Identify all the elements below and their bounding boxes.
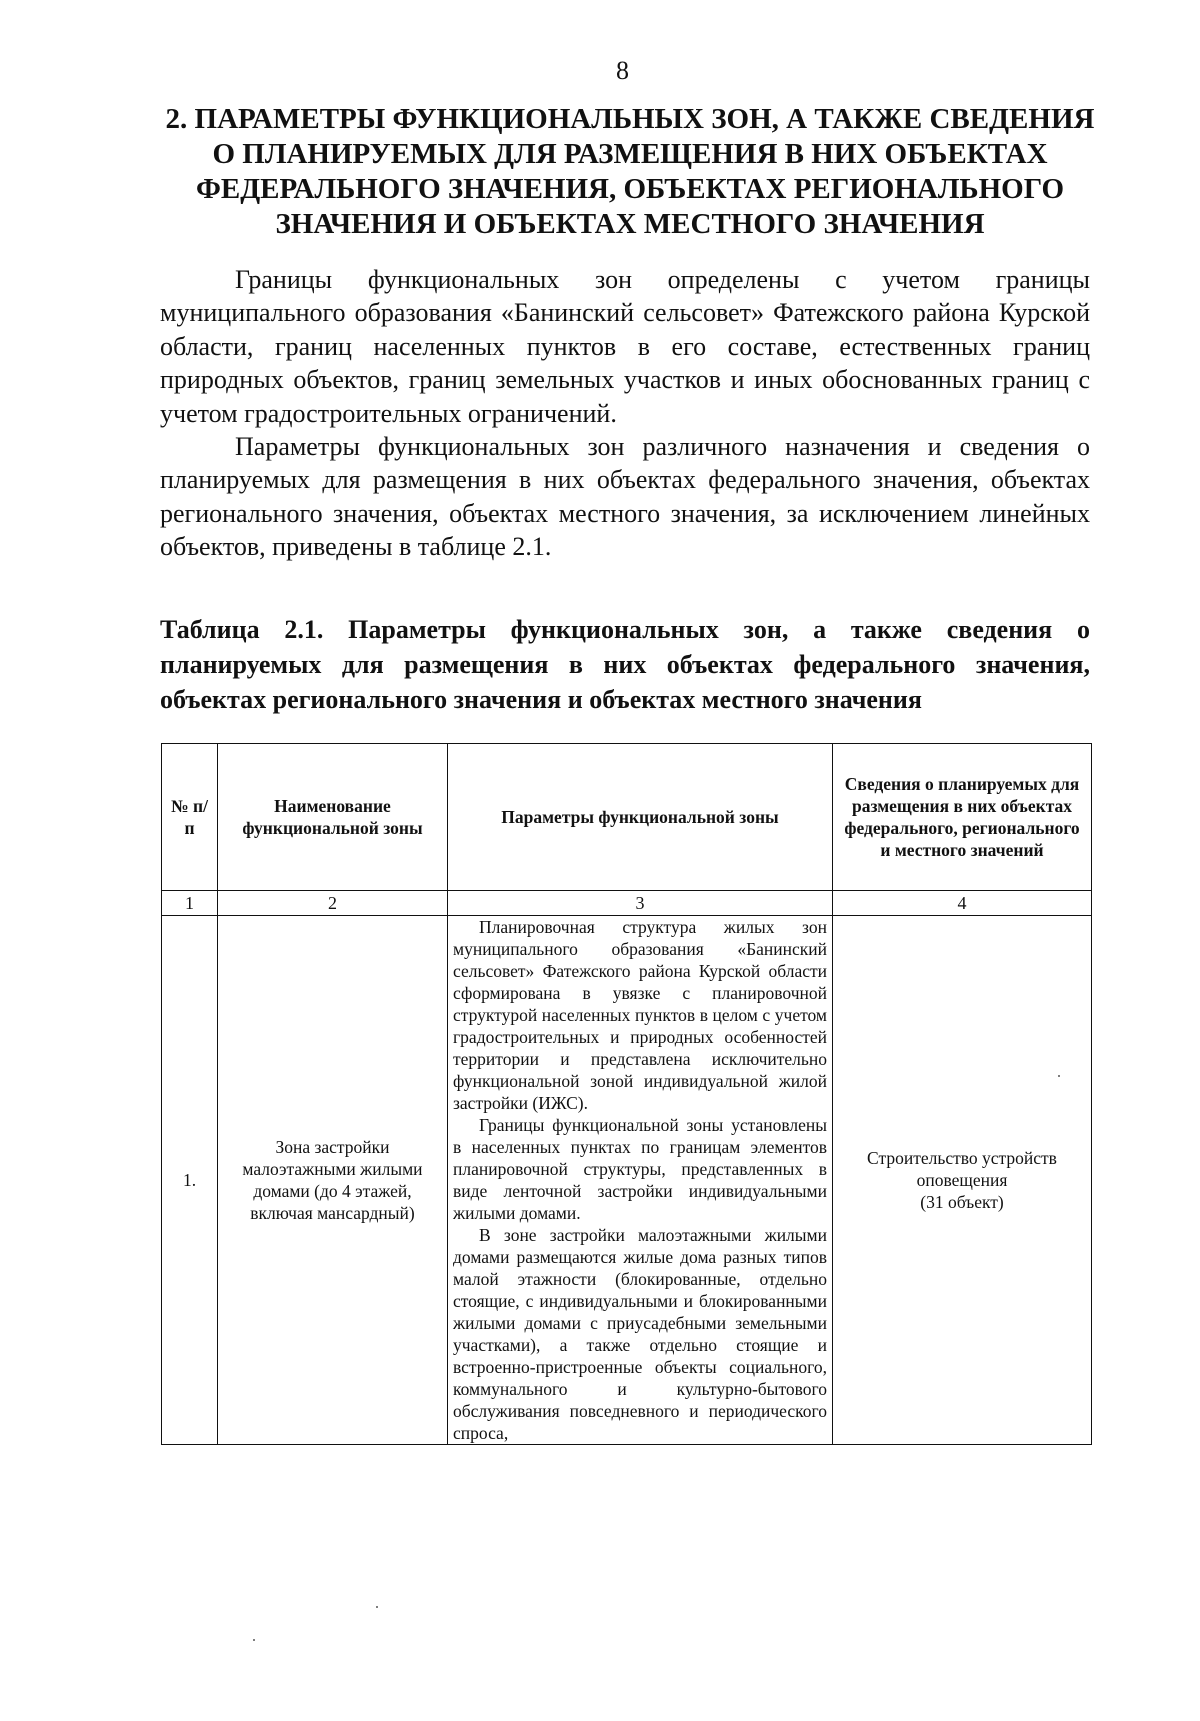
section-title-line: ЗНАЧЕНИЯ И ОБЪЕКТАХ МЕСТНОГО ЗНАЧЕНИЯ xyxy=(275,208,985,240)
table-caption-line: Таблица 2.1. Параметры функциональных зон, а также сведения о xyxy=(160,615,1090,644)
column-number-row xyxy=(162,891,1092,916)
planned-objects-line: Строительство устройств оповещения xyxy=(867,1148,1057,1190)
section-title-line: 2. ПАРАМЕТРЫ ФУНКЦИОНАЛЬНЫХ ЗОН, А ТАКЖЕ СВЕДЕНИЯ xyxy=(165,103,1095,135)
zone-params-paragraph: Границы функциональной зоны установлены в населенных пунктах по границам элементов планировочной структуры, представленных в виде ленточной застройки индивидуальными жилыми домами. xyxy=(453,1115,827,1223)
row-num: 1. xyxy=(162,916,218,1445)
column-number: 4 xyxy=(833,891,1092,916)
planned-objects-line: (31 объект) xyxy=(920,1192,1004,1212)
header-num: № п/п xyxy=(162,744,218,891)
column-number: 3 xyxy=(448,891,833,916)
zone-params-paragraph: Планировочная структура жилых зон муниципального образования «Банинский сельсовет» Фатежского района Курской области сформирована в увязке с планировочной структурой населенных пунктов в целом с учетом градостроительных и природных особенностей территории и представлена исключительно функциональной зоной индивидуальной жилой застройки (ИЖС). xyxy=(453,917,827,1113)
header-zone-params: Параметры функциональной зоны xyxy=(448,744,833,891)
column-number: 1 xyxy=(162,891,218,916)
table-header-row xyxy=(162,744,1092,891)
zone-name: Зона застройки малоэтажными жилыми домами (до 4 этажей, включая мансардный) xyxy=(218,916,448,1445)
zone-params-paragraph: В зоне застройки малоэтажными жилыми домами размещаются жилые дома разных типов малой этажности (блокированные, отдельно стоящие, с индивидуальными и блокированными жилыми домами с приусадебными земельными участками), а также отдельно стоящие и встроенно-пристроенные объекты социального, коммунального и культурно-бытового обслуживания повседневного и периодического спроса, xyxy=(453,1225,827,1443)
table-caption-line: планируемых для размещения в них объектах федерального значения, xyxy=(160,650,1090,679)
section-title-line: О ПЛАНИРУЕМЫХ ДЛЯ РАЗМЕЩЕНИЯ В НИХ ОБЪЕКТАХ xyxy=(212,138,1048,170)
paragraph: Параметры функциональных зон различного назначения и сведения о планируемых для размещения в них объектах федерального значения, объектах регионального значения, объектах местного значения, за исключением линейных объектов, приведены в таблице 2.1. xyxy=(160,432,1090,562)
section-title-line: ФЕДЕРАЛЬНОГО ЗНАЧЕНИЯ, ОБЪЕКТАХ РЕГИОНАЛЬНОГО xyxy=(195,173,1065,205)
header-zone-name: Наименование функциональной зоны xyxy=(218,744,448,891)
paragraph: Границы функциональных зон определены с учетом границы муниципального образования «Банинский сельсовет» Фатежского района Курской области, границ населенных пунктов в его составе, естественных границ природных объектов, границ земельных участков и иных обоснованных границ с учетом градостроительных ограничений. xyxy=(160,265,1090,428)
section-title xyxy=(150,102,1110,242)
header-planned-objects: Сведения о планируемых для размещения в них объектах федерального, регионального и местного значений xyxy=(833,744,1092,891)
body-text xyxy=(160,263,1090,564)
page-number: 8 xyxy=(616,56,629,85)
planned-objects xyxy=(833,916,1092,1445)
table-row xyxy=(162,916,1092,1445)
column-number: 2 xyxy=(218,891,448,916)
table-caption-line: объектах регионального значения и объектах местного значения xyxy=(160,685,922,714)
zone-params xyxy=(448,916,833,1445)
functional-zones-table xyxy=(161,743,1092,1445)
scan-speck xyxy=(1058,1075,1060,1077)
table-caption xyxy=(160,612,1090,717)
scan-speck xyxy=(253,1639,255,1641)
scan-speck xyxy=(376,1606,378,1608)
